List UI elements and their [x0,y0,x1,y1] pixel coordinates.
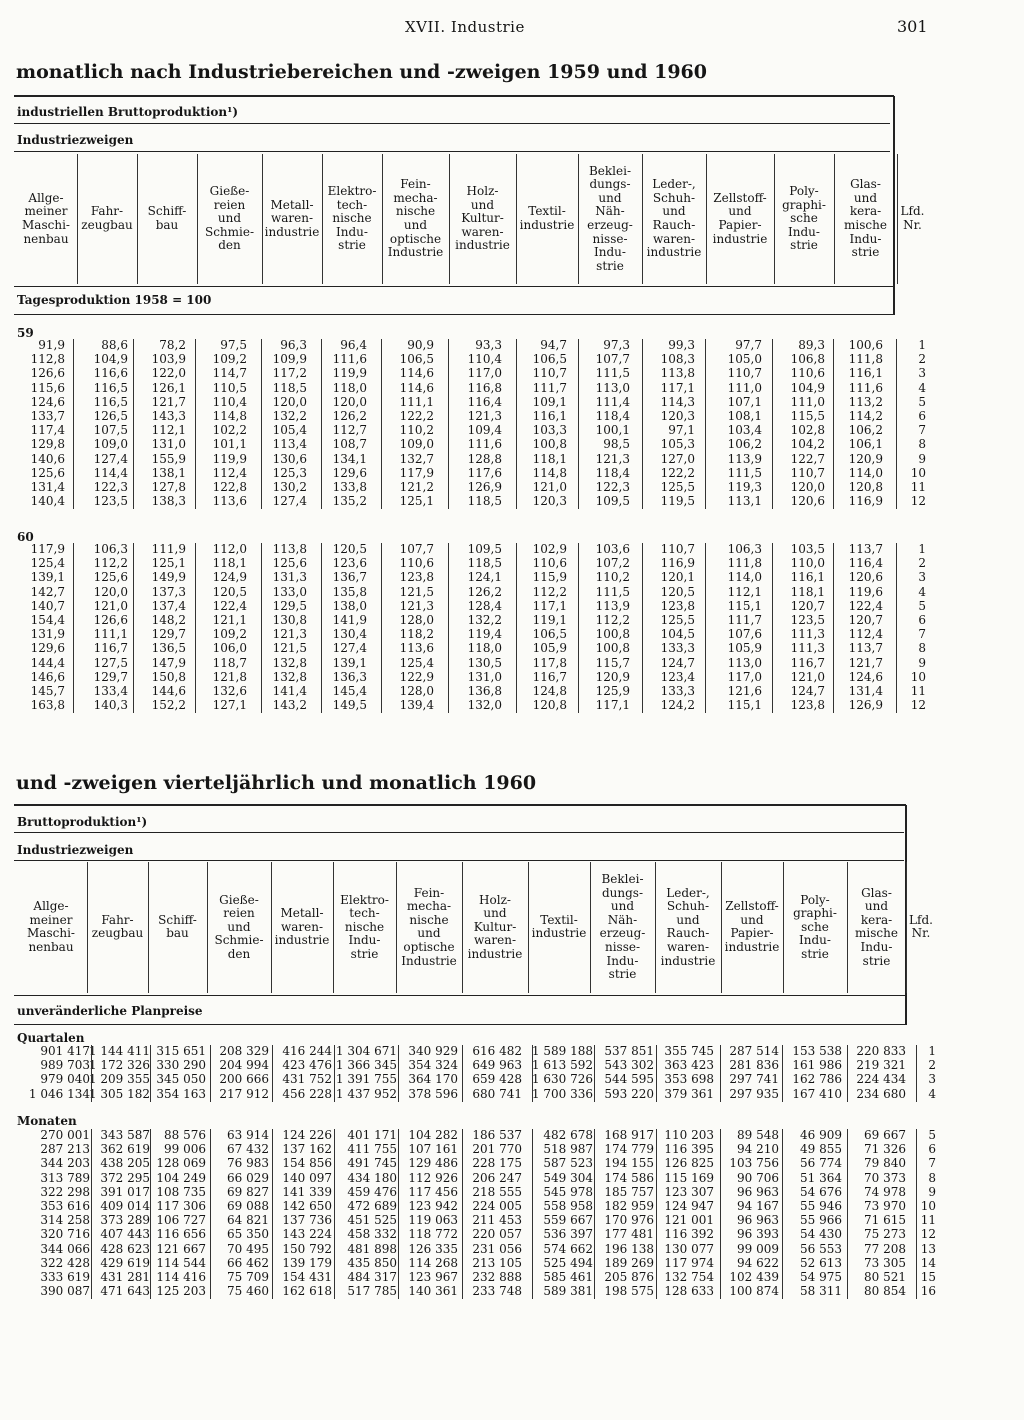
table1-data-column: 97,7 105,0 110,7 111,0 107,1 108,1 103,4 106,2 113,9 111,5 119,3 113,1 [727,338,762,509]
table1-header-divider [578,154,579,284]
table2-data-column: 340 929 354 324 364 170 378 596 [408,1044,458,1101]
table2-column-divider [656,1129,657,1299]
table2-column-divider [782,1129,783,1299]
table2-header-divider [783,862,784,993]
table1-column-header: Leder-, Schuh- und Rauch- waren- industrie [646,177,702,260]
table2-column-divider [532,1045,533,1102]
table1-column-divider [73,339,74,509]
table2-rule [14,1024,906,1025]
table1-data-column: 1 2 3 4 5 6 7 8 9 10 11 12 [910,338,926,509]
table2-header-divider [721,862,722,993]
table1-header-divider [137,154,138,284]
table2-column-header: Poly- graphi- sche Indu- strie [793,892,837,961]
table1-subheading: industriellen Bruttoproduktion¹) [17,105,239,119]
table2-column-divider [720,1045,721,1102]
table1-column-divider [833,543,834,713]
table1-rule [14,123,890,124]
table2-header-divider [528,862,529,993]
table2-data-column: 315 651 330 290 345 050 354 163 [156,1044,206,1101]
table1-rule [14,314,894,315]
table2-column-header: Fein- mecha- nische und optische Industrie [401,885,457,968]
table2-data-column: 104 282 107 161 129 486 112 926 117 456 123 942 119 063 118 772 126 335 114 268 123 967 140 361 [408,1128,458,1299]
table1-data-column: 107,7 110,6 123,8 121,5 121,3 128,0 118,2 113,6 125,4 122,9 128,0 139,4 [399,542,434,713]
table1-unit-label: Tagesproduktion 1958 = 100 [17,293,212,307]
table1-column-divider [578,339,579,509]
table2-data-column: 89 548 94 210 103 756 90 706 96 963 94 167 96 963 96 393 99 009 94 622 102 439 100 874 [729,1128,779,1299]
table1-data-column: 103,6 107,2 110,2 111,5 113,9 112,2 100,8 100,8 115,7 120,9 125,9 117,1 [595,542,630,713]
table1-header-divider [774,154,775,284]
table1-column-header: Textil- industrie [519,204,575,232]
table1-column-divider [261,543,262,713]
table1-data-column: 100,6 111,8 116,1 111,6 113,2 114,2 106,2 106,1 120,9 114,0 120,8 116,9 [848,338,883,509]
table2-column-divider [334,1045,335,1102]
table1-column-divider [261,339,262,509]
table1-data-column: 99,3 108,3 113,8 117,1 114,3 120,3 97,1 105,3 127,0 122,2 125,5 119,5 [660,338,695,509]
table2-header-divider [847,862,848,993]
table2-column-divider [91,1129,92,1299]
table1-data-column: 91,9 112,8 126,6 115,6 124,6 133,7 117,4 129,8 140,6 125,6 131,4 140,4 [30,338,65,509]
table1-header-divider [516,154,517,284]
table1-column-divider [896,543,897,713]
table2-data-column: 110 203 116 395 126 825 115 169 123 307 124 947 121 001 116 392 130 077 117 974 132 754 128 633 [664,1128,714,1299]
table2-block-label: Monaten [17,1114,77,1128]
table2-column-header: Holz- und Kultur- waren- industrie [467,892,523,961]
table1-column-header: Elektro- tech- nische Indu- strie [327,184,377,253]
table1-block-label: 60 [17,530,34,544]
table1-data-column: 96,3 109,9 117,2 118,5 120,0 132,2 105,4 113,4 130,6 125,3 130,2 127,4 [272,338,307,509]
table1-data-column: 90,9 106,5 114,6 114,6 111,1 122,2 110,2 109,0 132,7 117,9 121,2 125,1 [399,338,434,509]
table2-column-divider [656,1045,657,1102]
table1-column-header: Fahr- zeugbau [81,204,133,232]
table2-column-divider [398,1129,399,1299]
table1-column-divider [133,543,134,713]
table2-data-column: 186 537 201 770 228 175 206 247 218 555 224 005 211 453 220 057 231 056 213 105 232 888 233 748 [472,1128,522,1299]
running-head: XVII. Industrie [405,18,525,36]
table2-header-divider [333,862,334,993]
table1-data-column: 94,7 106,5 110,7 111,7 109,1 116,1 103,3 100,8 118,1 114,8 121,0 120,3 [532,338,567,509]
table1-column-divider [195,543,196,713]
table2-data-column: 537 851 543 302 544 595 593 220 [604,1044,654,1101]
table1-header-divider [449,154,450,284]
table2-column-header: Glas- und kera- mische Indu- strie [855,885,898,968]
table2-data-column: 153 538 161 986 162 786 167 410 [792,1044,842,1101]
table1-column-divider [772,339,773,509]
table1-header-divider [706,154,707,284]
table1-data-column: 96,4 111,6 119,9 118,0 120,0 126,2 112,7 108,7 134,1 129,6 133,8 135,2 [332,338,367,509]
table1-data-column: 102,9 110,6 115,9 112,2 117,1 119,1 106,5 105,9 117,8 116,7 124,8 120,8 [532,542,567,713]
table2-data-column: 270 001 287 213 344 203 313 789 322 298 353 616 314 258 320 716 344 066 322 428 333 619 390 087 [40,1128,90,1299]
table2-column-header: Leder-, Schuh- und Rauch- waren- industrie [660,885,716,968]
table2-column-divider [462,1045,463,1102]
table2-header-divider [207,862,208,993]
table2-column-header: Allge- meiner Maschi- nenbau [27,899,75,955]
table1-data-column: 113,8 125,6 131,3 133,0 129,5 130,8 121,3 121,5 132,8 132,8 141,4 143,2 [272,542,307,713]
table1-column-divider [381,339,382,509]
table1-column-divider [705,543,706,713]
table1-column-header: Fein- mecha- nische und optische Industrie [387,177,444,260]
table1-heading: monatlich nach Industriebereichen und -zweigen 1959 und 1960 [16,61,707,83]
table1-data-column: 110,7 116,9 120,1 120,5 123,8 125,5 104,5 133,3 124,7 123,4 133,3 124,2 [660,542,695,713]
table1-column-header: Allge- meiner Maschi- nenbau [22,190,70,246]
table1-column-divider [381,543,382,713]
table2-column-divider [847,1045,848,1102]
table2-column-divider [916,1129,917,1299]
table2-column-divider [398,1045,399,1102]
table2-column-divider [210,1129,211,1299]
table1-column-header: Metall- waren- industrie [264,197,320,239]
table1-column-divider [896,339,897,509]
table2-column-header: Textil- industrie [531,912,587,941]
table2-header-divider [87,862,88,993]
table1-column-divider [448,339,449,509]
table1-column-header: Glas- und kera- mische Indu- strie [844,177,887,260]
table1-column-header: Gieße- reien und Schmie- den [204,184,255,253]
table1-data-column: 88,6 104,9 116,6 116,5 116,5 126,5 107,5 109,0 127,4 114,4 122,3 123,5 [93,338,128,509]
table1-block-label: 59 [17,326,34,340]
table2-header-divider [148,862,149,993]
page-number: 301 [897,17,928,36]
table2-data-column: 401 171 411 755 491 745 434 180 459 476 472 689 451 525 458 332 481 898 435 850 484 317 517 785 [347,1128,397,1299]
table2-column-divider [916,1045,917,1102]
table2-header-divider [655,862,656,993]
table1-column-divider [516,543,517,713]
table2-unit-label: unveränderliche Planpreise [17,1004,203,1018]
table1-data-column: 120,5 123,6 136,7 135,8 138,0 141,9 130,4 127,4 139,1 136,3 145,4 149,5 [332,542,367,713]
table1-column-divider [772,543,773,713]
table1-column-divider [321,339,322,509]
table2-column-divider [847,1129,848,1299]
table2-data-column: 901 417 989 703 979 040 1 046 134 [28,1044,90,1101]
table1-data-column: 111,9 125,1 149,9 137,3 137,4 148,2 129,7 136,5 147,9 150,8 144,6 152,2 [151,542,186,713]
table2-header-divider [396,862,397,993]
table2-data-column: 1 144 411 1 172 326 1 209 355 1 305 182 [88,1044,150,1101]
table1-rule [14,95,894,97]
table2-data-column: 88 576 99 006 128 069 104 249 108 735 117 306 106 727 116 656 121 667 114 544 114 416 125 203 [156,1128,206,1299]
table2-column-divider [334,1129,335,1299]
table1-data-column: 97,5 109,2 114,7 110,5 110,4 114,8 102,2 101,1 119,9 112,4 122,8 113,6 [212,338,247,509]
table1-column-divider [833,339,834,509]
table2-column-divider [150,1129,151,1299]
table1-column-divider [448,543,449,713]
table1-data-column: 112,0 118,1 124,9 120,5 122,4 121,1 109,2 106,0 118,7 121,8 132,6 127,1 [212,542,247,713]
table1-data-column: 103,5 110,0 116,1 118,1 120,7 123,5 111,3 111,3 116,7 121,0 124,7 123,8 [790,542,825,713]
table2-column-divider [272,1129,273,1299]
table2-data-column: 482 678 518 987 587 523 549 304 545 978 558 958 559 667 536 397 574 662 525 494 585 461 589 381 [543,1128,593,1299]
table2-column-divider [462,1129,463,1299]
table2-column-header: Beklei- dungs- und Näh- erzeug- nisse- Indu- strie [599,872,646,982]
table2-column-header: Lfd. Nr. [909,912,933,941]
table2-data-column: 343 587 362 619 438 205 372 295 391 017 409 014 373 289 407 443 428 623 429 619 431 281 471 643 [100,1128,150,1299]
table2-subheading: Bruttoproduktion¹) [17,815,148,829]
table1-header-divider [262,154,263,284]
table1-column-divider [321,543,322,713]
table1-header-divider [642,154,643,284]
table1-rule [14,151,890,152]
table2-column-header: Fahr- zeugbau [91,912,144,941]
table2-group-label: Industriezweigen [17,843,134,857]
table2-header-divider [462,862,463,993]
table2-column-divider [594,1129,595,1299]
table1-header-divider [77,154,78,284]
table1-header-divider [834,154,835,284]
table1-group-label: Industriezweigen [17,133,134,147]
table1-column-divider [133,339,134,509]
table2-heading: und -zweigen vierteljährlich und monatlich 1960 [16,772,537,794]
table2-rule [14,804,906,806]
table1-data-column: 109,5 118,5 124,1 126,2 128,4 132,2 119,4 118,0 130,5 131,0 136,8 132,0 [467,542,502,713]
table2-block-label: Quartalen [17,1031,85,1045]
table2-data-column: 168 917 174 779 194 155 174 586 185 757 182 959 170 976 177 481 196 138 189 269 205 876 198 575 [604,1128,654,1299]
table2-column-divider [150,1045,151,1102]
table2-data-column: 69 667 71 326 79 840 70 373 74 978 73 970 71 615 75 273 77 208 73 305 80 521 80 854 [864,1128,906,1299]
table2-data-column: 616 482 649 963 659 428 680 741 [472,1044,522,1101]
table2-data-column: 220 833 219 321 224 434 234 680 [856,1044,906,1101]
table2-column-header: Zellstoff- und Papier- industrie [724,899,780,955]
table2-column-header: Gieße- reien und Schmie- den [214,892,264,961]
table2-data-column: 46 909 49 855 56 774 51 364 54 676 55 946 55 966 54 430 56 553 52 613 54 975 58 311 [800,1128,842,1299]
table1-data-column: 93,3 110,4 117,0 116,8 116,4 121,3 109,4 111,6 128,8 117,6 126,9 118,5 [467,338,502,509]
table2-header-divider [590,862,591,993]
table1-column-header: Zellstoff- und Papier- industrie [712,190,768,246]
table2-data-column: 208 329 204 994 200 666 217 912 [219,1044,269,1101]
table2-data-column: 1 304 671 1 366 345 1 391 755 1 437 952 [335,1044,397,1101]
table1-column-divider [516,339,517,509]
table1-header-divider [382,154,383,284]
table1-data-column: 97,3 107,7 111,5 113,0 111,4 118,4 100,1 98,5 121,3 118,4 122,3 109,5 [595,338,630,509]
table2-data-column: 63 914 67 432 76 983 66 029 69 827 69 088 64 821 65 350 70 495 66 462 75 709 75 460 [227,1128,269,1299]
table2-column-divider [720,1129,721,1299]
table1-column-divider [73,543,74,713]
table1-header-divider [197,154,198,284]
table1-data-column: 1 2 3 4 5 6 7 8 9 10 11 12 [910,542,926,713]
table1-column-divider [195,339,196,509]
table1-column-header: Poly- graphi- sche Indu- strie [782,184,826,253]
table2-rule [14,995,906,996]
table2-header-divider [906,862,907,993]
table2-data-column: 1 589 188 1 613 592 1 630 726 1 700 336 [531,1044,593,1101]
table1-data-column: 106,3 111,8 114,0 112,1 115,1 111,7 107,6 105,9 113,0 117,0 121,6 115,1 [727,542,762,713]
table1-data-column: 106,3 112,2 125,6 120,0 121,0 126,6 111,1 116,7 127,5 129,7 133,4 140,3 [93,542,128,713]
table1-column-header: Lfd. Nr. [900,204,925,232]
table1-header-divider [322,154,323,284]
table1-data-column: 117,9 125,4 139,1 142,7 140,7 154,4 131,9 129,6 144,4 146,6 145,7 163,8 [30,542,65,713]
table1-column-divider [705,339,706,509]
table2-column-divider [91,1045,92,1102]
table1-column-divider [642,339,643,509]
table1-column-header: Holz- und Kultur- waren- industrie [455,184,510,253]
table2-data-column: 1 2 3 4 [928,1044,936,1101]
table2-column-divider [782,1045,783,1102]
table2-rule [14,860,904,861]
table2-data-column: 416 244 423 476 431 752 456 228 [282,1044,332,1101]
table2-data-column: 124 226 137 162 154 856 140 097 141 339 142 650 137 736 143 224 150 792 139 179 154 431 162 618 [282,1128,332,1299]
table1-header-divider [897,154,898,284]
table2-column-header: Schiff- bau [158,912,197,941]
table2-data-column: 287 514 281 836 297 741 297 935 [729,1044,779,1101]
table1-column-header: Beklei- dungs- und Näh- erzeug- nisse- Indu- strie [587,163,633,273]
table1-column-header: Schiff- bau [147,204,187,232]
table1-column-divider [642,543,643,713]
table1-rule [14,286,894,287]
table2-column-divider [594,1045,595,1102]
table2-header-divider [271,862,272,993]
table2-rule [14,832,904,833]
table2-column-header: Elektro- tech- nische Indu- strie [340,892,389,961]
table1-data-column: 78,2 103,9 122,0 126,1 121,7 143,3 112,1 131,0 155,9 138,1 127,8 138,3 [151,338,186,509]
table2-column-divider [532,1129,533,1299]
table2-data-column: 5 6 7 8 9 10 11 12 13 14 15 16 [920,1128,936,1299]
table2-column-divider [210,1045,211,1102]
table2-data-column: 355 745 363 423 353 698 379 361 [664,1044,714,1101]
table2-column-divider [272,1045,273,1102]
table1-column-divider [578,543,579,713]
table1-data-column: 113,7 116,4 120,6 119,6 122,4 120,7 112,4 113,7 121,7 124,6 131,4 126,9 [848,542,883,713]
table2-column-header: Metall- waren- industrie [274,906,330,948]
table1-data-column: 89,3 106,8 110,6 104,9 111,0 115,5 102,8 104,2 122,7 110,7 120,0 120,6 [790,338,825,509]
